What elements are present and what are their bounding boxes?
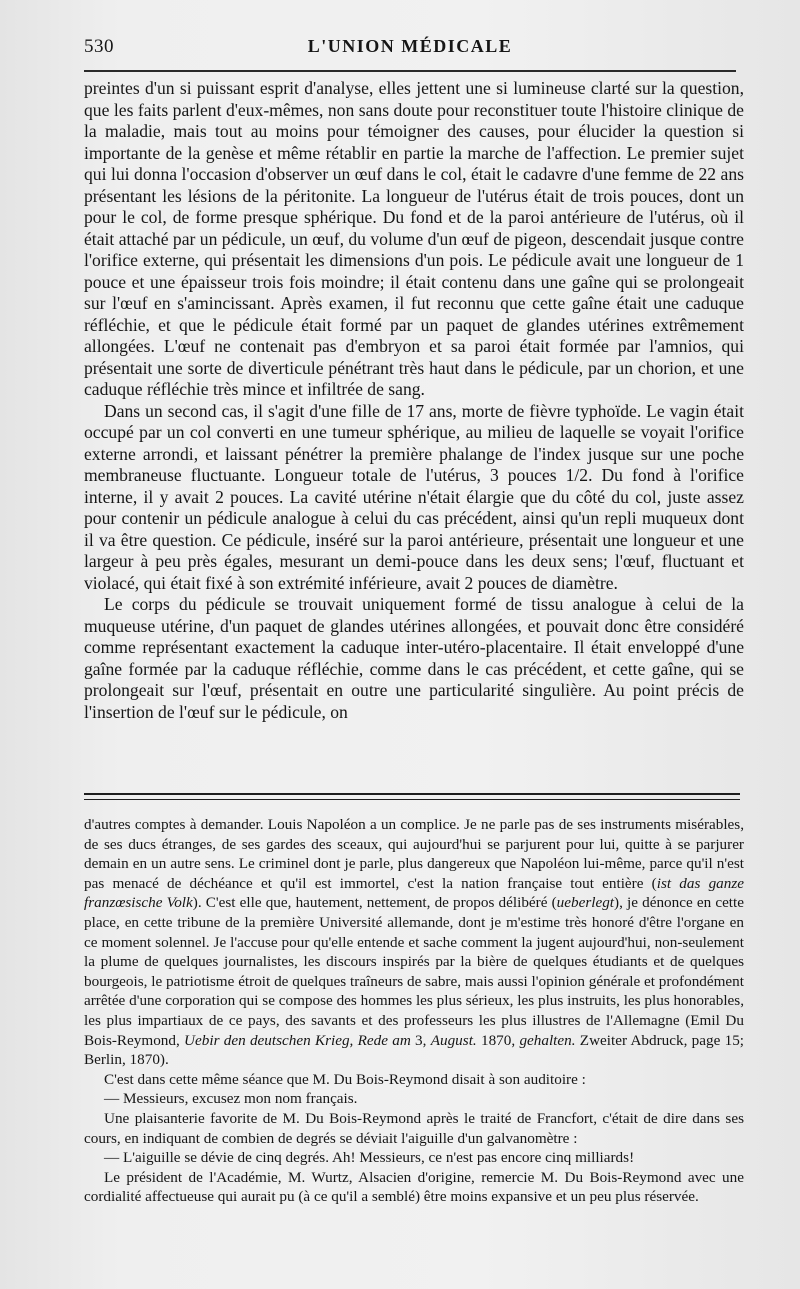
- footnote-paragraph: — Messieurs, excusez mon nom français.: [104, 1090, 358, 1108]
- footnote-text: 1870,: [476, 1031, 520, 1049]
- footnote-paragraph: Le président de l'Académie, M. Wurtz, Alsacien d'origine, remercie M. Du Bois-Reymond avec une cordialité affectueuse qui aurait pu (à ce qu'il a semblé) être moins expansive et un peu plus réservée.: [84, 1168, 744, 1206]
- footnote-text: Zweiter Abdruck, page 15; Berlin, 1870).: [84, 1031, 745, 1069]
- footnote-italic: ueberlegt: [556, 894, 615, 912]
- page-header: [84, 36, 736, 62]
- paragraph-2: Dans un second cas, il s'agit d'une fille de 17 ans, morte de fièvre typhoïde. Le vagin était occupé par un col converti en une tumeur sphérique, au milieu de laquelle se voyait l'orifice externe arrondi, et laissant pénétrer la première phalange de l'index jusque sur une poche membraneuse fluctuante. Longueur totale de l'utérus, 3 pouces 1/2. Du fond à l'orifice interne, il y avait 2 pouces. La cavité utérine n'était élargie que du côté du col, juste assez pour contenir un pédicule analogue à celui du cas précédent, ainsi qu'un repli muqueux dont il va être question. Ce pédicule, inséré sur la paroi antérieure, présentait une longueur et une largeur à peu près égales, mesurant un demi-pouce dans les deux sens; l'œuf, fluctuant et violacé, qui était fixé à son extrémité inférieure, avait 2 pouces de diamètre.: [84, 400, 744, 593]
- footnote-paragraph: [84, 815, 744, 1070]
- footnote-separator: [84, 793, 740, 800]
- footnote-text: ), je dénonce en cette place, en cette tribune de la première Université allemande, dont je m'estime très honoré d'être l'organe en ce moment solennel. Je l'accuse pour qu'elle entende et sache comment la jugent aujourd'hui, non-seulement la plume de quelques journalistes, les discours inspirés par la bière de quelques étudiants et de quelques bourgeois, le patriotisme étroit de quelques traîneurs de sabre, mais aussi l'opinion générale et profondément arrêtée d'une corporation qui se compose des hommes les plus sérieux, les plus instruits, les plus honorables, les plus impartiaux de ce pays, des savants et des professeurs les plus illustres de l'Allemagne (Emil Du Bois-Reymond,: [84, 894, 744, 1049]
- paragraph-1: preintes d'un si puissant esprit d'analyse, elles jettent une si lumineuse clarté sur la question, que les faits parlent d'eux-mêmes, non sans doute pour reconstituer toute l'histoire clinique de la maladie, mais tout au moins pour témoigner des causes, pour élucider la question si importante de la genèse et même rétablir en partie la marche de l'affection. Le premier sujet qui lui donna l'occasion d'observer un œuf dans le col, était le cadavre d'une femme de 22 ans présentant les lésions de la péritonite. La longueur de l'utérus était de trois pouces, dont un pour le col, de forme presque sphérique. Du fond et de la paroi antérieure de l'utérus, où il était attaché par un pédicule, un œuf, du volume d'un œuf de pigeon, descendait jusque contre l'orifice externe, qui présentait les dimensions d'un pois. Le pédicule avait une longueur de 1 pouce et une épaisseur trois fois moindre; il était contenu dans une gaîne qui se prolongeait sur l'œuf en s'amincissant. Après examen, il fut reconnu que cette gaîne était une caduque réfléchie, et que le pédicule était formé par un paquet de glandes utérines extrêmement allongées. L'œuf ne contenait pas d'embryon et sa paroi était formée par l'amnios, qui présentait une sorte de diverticule pénétrant très haut dans le pédicule, par un chorion, et une caduque réfléchie très mince et infiltrée de sang.: [84, 78, 744, 399]
- footnote-text: ). C'est elle que, hautement, nettement, de propos délibéré (: [192, 894, 557, 912]
- footnote-italic: ist das ganze franzœsische Volk: [84, 874, 744, 912]
- running-title: L'UNION MÉDICALE: [307, 36, 513, 56]
- page-number: 530: [84, 36, 114, 57]
- main-text: [84, 78, 744, 723]
- footnote-text: d'autres comptes à demander. Louis Napoléon a un complice. Je ne parle pas de ses instruments misérables, de ses ducs étranges, de ses gardes des sceaux, qui aujourd'hui se parjurent pour lui, quitte à se parjurer demain en un autre sens. Le criminel dont je parle, plus dangereux que Napoléon lui-même, parce qu'il n'est pas menacé de déchéance et qu'il est immortel, c'est la nation française tout entière (: [84, 816, 744, 892]
- footnote-paragraph: Une plaisanterie favorite de M. Du Bois-Reymond après le traité de Francfort, c'était de dire dans ses cours, en indiquant de combien de degrés se déviait l'aiguille d'un galvanomètre :: [84, 1109, 744, 1147]
- footnote-paragraph: — L'aiguille se dévie de cinq degrés. Ah! Messieurs, ce n'est pas encore cinq milliards!: [104, 1149, 635, 1167]
- footnote-italic: August.: [430, 1031, 477, 1049]
- footnotes: [84, 815, 744, 1207]
- paragraph-3: Le corps du pédicule se trouvait uniquement formé de tissu analogue à celui de la muqueuse utérine, d'un paquet de glandes utérines allongées, et pouvait donc être considéré comme représentant exactement la caduque inter-utéro-placentaire. Il était enveloppé d'une gaîne formée par la caduque réfléchie, comme dans le cas précédent, et cette gaîne, qui se prolongeait sur l'œuf, présentait en outre une particularité singulière. Au point précis de l'insertion de l'œuf sur le pédicule, on: [84, 594, 744, 722]
- footnote-paragraph: C'est dans cette même séance que M. Du Bois-Reymond disait à son auditoire :: [104, 1070, 586, 1088]
- footnote-text: 3,: [410, 1031, 431, 1049]
- footnote-italic: gehalten.: [519, 1031, 576, 1049]
- header-rule: [84, 70, 736, 72]
- footnote-italic: Uebir den deutschen Krieg, Rede am: [184, 1031, 411, 1049]
